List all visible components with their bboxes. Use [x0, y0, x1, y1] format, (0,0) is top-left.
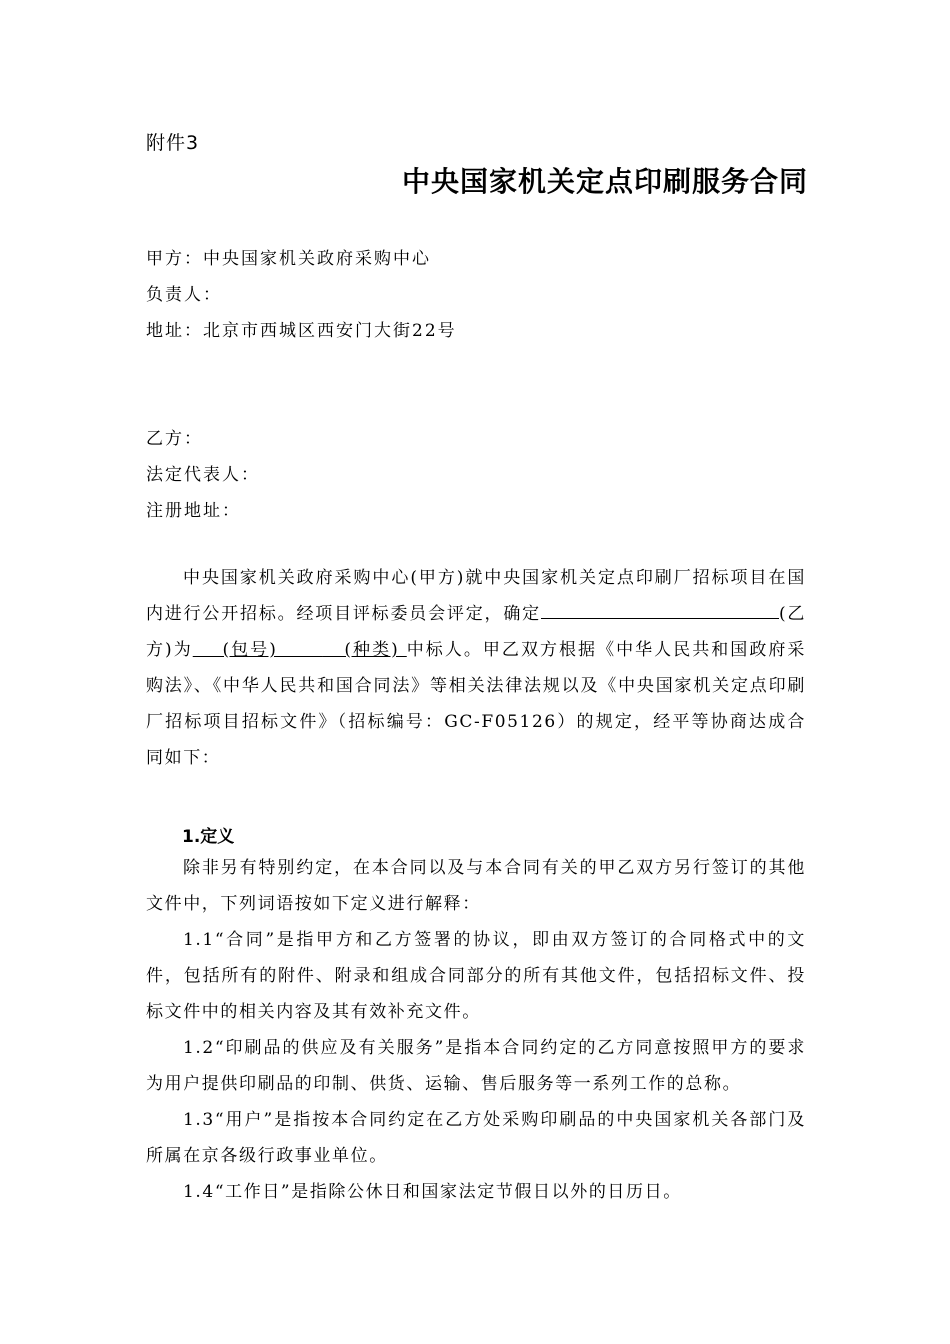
package-number-blank: (包号) [192, 640, 323, 660]
intro-part2: (乙方)为 [146, 604, 806, 660]
intro-part3: 中标人。甲乙双方根据《中华人民共和国政府采购法》、《中华人民共和国合同法》等相关法律法规以及《中央国家机关定点印刷厂招标项目招标文件》（招标编号：GC-F05126）的规定，经平等协商达成合同如下： [146, 640, 806, 768]
winner-blank [541, 604, 779, 619]
definition-1-1: 1.1“合同”是指甲方和乙方签署的协议，即由双方签订的合同格式中的文件，包括所有的附件、附录和组成合同部分的所有其他文件，包括招标文件、投标文件中的相关内容及其有效补充文件。 [146, 930, 806, 1022]
definition-1-3: 1.3“用户”是指按本合同约定在乙方处采购印刷品的中央国家机关各部门及所属在京各级行政事业单位。 [146, 1110, 806, 1166]
party-b-representative: 法定代表人： [146, 465, 260, 485]
definition-1-2: 1.2“印刷品的供应及有关服务”是指本合同约定的乙方同意按照甲方的要求为用户提供印刷品的印制、供货、运输、售后服务等一系列工作的总称。 [146, 1038, 806, 1094]
party-b-name: 乙方： [146, 429, 203, 449]
intro-paragraph [146, 560, 806, 776]
intro-part1: 中央国家机关政府采购中心(甲方)就中央国家机关定点印刷厂招标项目在国内进行公开招标。经项目评标委员会评定，确定 [146, 568, 806, 624]
party-b-address: 注册地址： [146, 501, 241, 521]
category-blank: (种类) [322, 640, 407, 660]
party-a-name: 甲方：中央国家机关政府采购中心 [146, 249, 431, 269]
contract-title: 中央国家机关定点印刷服务合同 [402, 165, 809, 198]
party-a-representative: 负责人： [146, 285, 222, 305]
section-1-heading: 1.定义 [182, 827, 235, 847]
section-1-intro: 除非另有特别约定，在本合同以及与本合同有关的甲乙双方另行签订的其他文件中，下列词语按如下定义进行解释： [146, 858, 806, 914]
definition-1-4: 1.4“工作日”是指除公休日和国家法定节假日以外的日历日。 [183, 1182, 682, 1202]
party-a-address: 地址：北京市西城区西安门大街22号 [146, 321, 457, 341]
annex-label: 附件3 [146, 132, 200, 154]
